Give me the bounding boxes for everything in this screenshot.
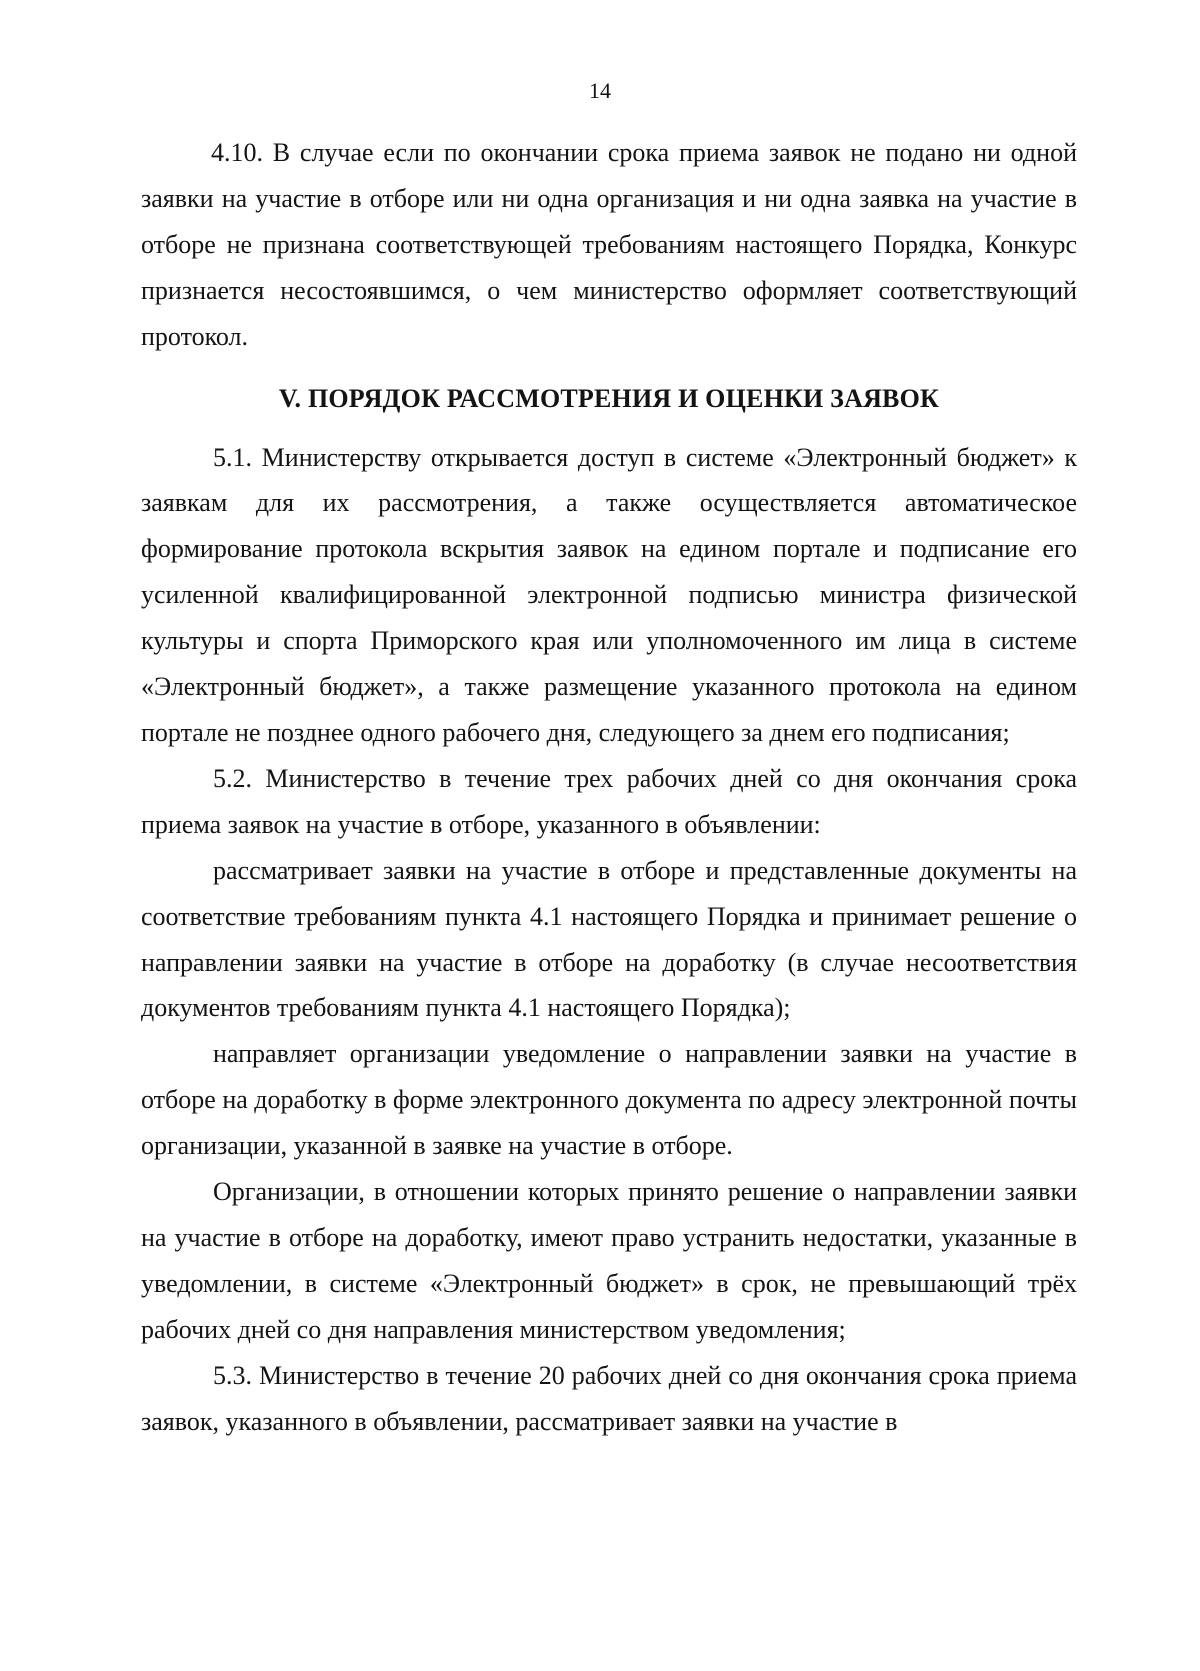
- paragraph-4-10: 4.10. В случае если по окончании срока приема заявок не подано ни одной заявки на участие в отборе или ни одна организация и ни одна заявка на участие в отборе не признана соответствующей требованиям настоящего Порядка, Конкурс признается несостоявшимся, о чем министерство оформляет соответствующий протокол.: [141, 138, 1077, 351]
- paragraph-5-2-rework: Организации, в отношении которых принято решение о направлении заявки на участие в отборе на доработку, имеют право устранить недостатки, указанные в уведомлении, в системе «Электронный бюджет» в срок, не превышающий трёх рабочих дней со дня направления министерством уведомления;: [141, 1177, 1077, 1344]
- document-body: [141, 130, 1077, 1444]
- paragraph-5-1: 5.1. Министерству открывается доступ в системе «Электронный бюджет» к заявкам для их рассмотрения, а также осуществляется автоматическое формирование протокола вскрытия заявок на едином портале и подписание его усиленной квалифицированной электронной подписью министра физической культуры и спорта Приморского края или уполномоченного им лица в системе «Электронный бюджет», а также размещение указанного протокола на едином портале не позднее одного рабочего дня, следующего за днем его подписания;: [141, 442, 1077, 747]
- section-heading: V. ПОРЯДОК РАССМОТРЕНИЯ И ОЦЕНКИ ЗАЯВОК: [278, 383, 940, 413]
- paragraph-5-2-review: рассматривает заявки на участие в отборе и представленные документы на соответствие требованиям пункта 4.1 настоящего Порядка и принимает решение о направлении заявки на участие в отборе на доработку (в случае несоответствия документов требованиям пункта 4.1 настоящего Порядка);: [141, 855, 1077, 1023]
- paragraph-5-3: 5.3. Министерство в течение 20 рабочих дней со дня окончания срока приема заявок, указанного в объявлении, рассматривает заявки на участие в: [141, 1360, 1077, 1436]
- paragraph-5-2: 5.2. Министерство в течение трех рабочих дней со дня окончания срока приема заявок на участие в отборе, указанного в объявлении:: [141, 763, 1077, 839]
- page-number: 14: [589, 78, 611, 103]
- paragraph-5-2-notify: направляет организации уведомление о направлении заявки на участие в отборе на доработку в форме электронного документа по адресу электронной почты организации, указанной в заявке на участие в отборе.: [141, 1039, 1077, 1161]
